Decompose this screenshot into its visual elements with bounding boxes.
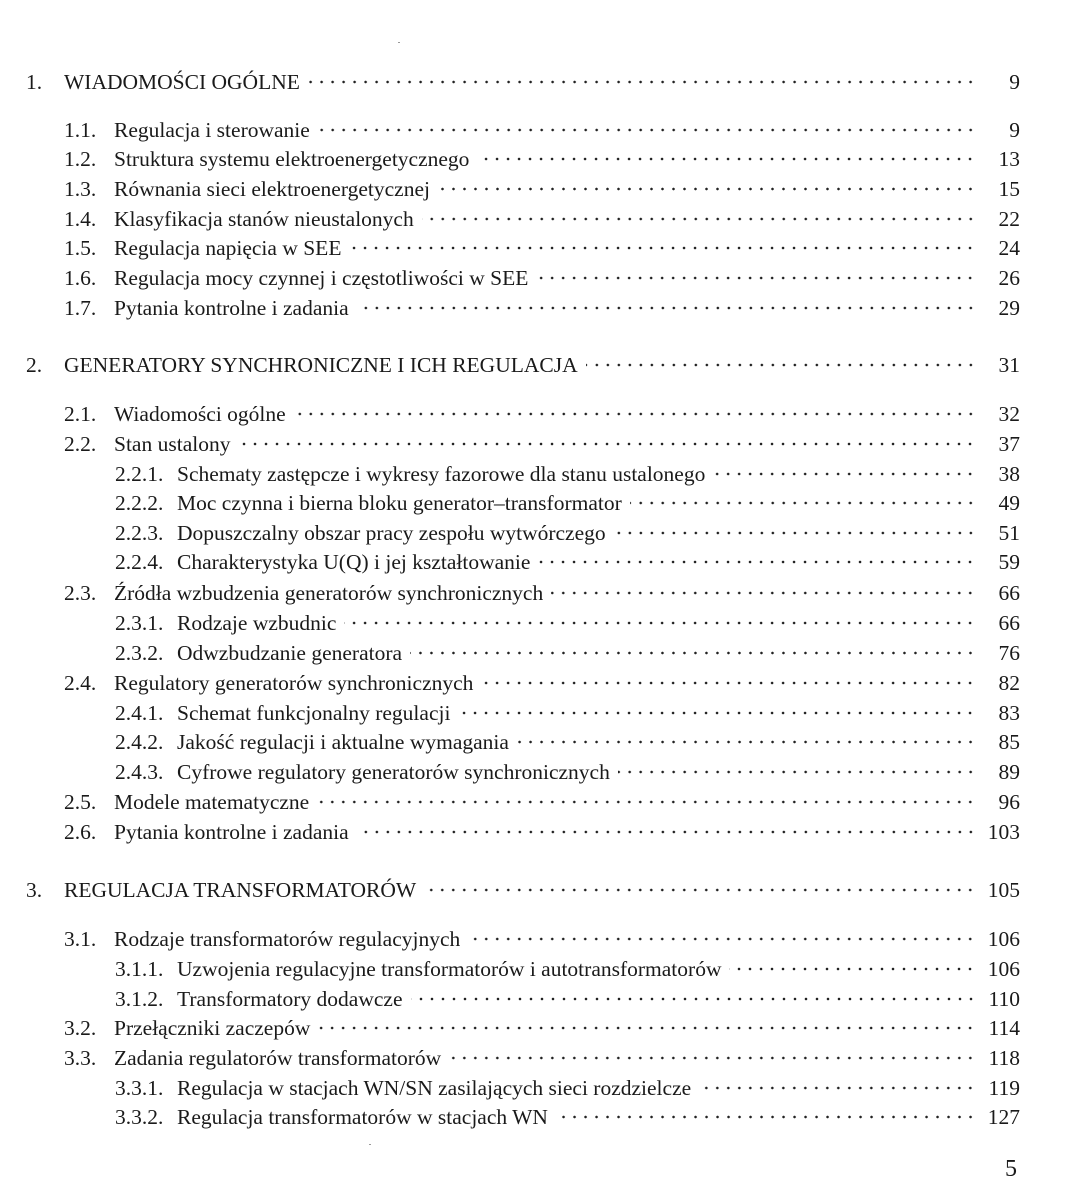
entry-title: Pytania kontrolne i zadania (114, 820, 349, 844)
dot-leader (729, 967, 976, 971)
dot-leader (357, 306, 976, 310)
entry-title: Odwzbudzanie generatora (177, 641, 403, 665)
toc-entry (64, 789, 1020, 815)
entry-page-number: 82 (998, 671, 1020, 695)
toc-entry (115, 1104, 1020, 1130)
entry-page-number: 76 (998, 641, 1020, 665)
toc-entry (64, 431, 1020, 457)
entry-page-number: 96 (998, 790, 1020, 814)
dot-leader (411, 997, 977, 1001)
dot-leader (424, 888, 976, 892)
entry-page-number: 83 (998, 701, 1020, 725)
entry-title: Rodzaje wzbudnic (177, 611, 337, 635)
toc-entry (64, 926, 1020, 952)
dot-leader (614, 531, 976, 535)
entry-page-number: 127 (987, 1105, 1020, 1129)
entry-page-number: 66 (998, 581, 1020, 605)
entry-page-number: 85 (998, 730, 1020, 754)
entry-page-number: 114 (988, 1016, 1020, 1040)
entry-title: Schemat funkcjonalny regulacji (177, 701, 451, 725)
toc-entry (64, 670, 1020, 696)
entry-number: 1.7. (64, 296, 97, 320)
toc-entry (115, 610, 1020, 636)
entry-title: Równania sieci elektroenergetycznej (114, 177, 430, 201)
entry-number: 3. (26, 878, 43, 902)
toc-entry (64, 1015, 1020, 1041)
toc-entry (115, 700, 1020, 726)
dot-leader (586, 363, 976, 367)
entry-title: Schematy zastępcze i wykresy fazorowe dla stanu ustalonego (177, 462, 706, 486)
entry-page-number: 118 (988, 1046, 1020, 1070)
dot-leader (477, 157, 976, 161)
entry-number: 2.6. (64, 820, 97, 844)
dot-leader (713, 472, 976, 476)
toc-entry (64, 580, 1020, 606)
entry-title: Regulacja i sterowanie (114, 118, 310, 142)
entry-number: 2.3.1. (115, 611, 164, 635)
dot-leader (318, 1026, 976, 1030)
toc-entry (64, 295, 1020, 321)
toc-entry (64, 235, 1020, 261)
entry-number: 3.1.2. (115, 987, 164, 1011)
entry-page-number: 49 (998, 491, 1020, 515)
dot-leader (308, 80, 976, 84)
dot-leader (344, 621, 976, 625)
toc-entry (115, 759, 1020, 785)
toc-entry (26, 352, 1020, 378)
entry-title: Dopuszczalny obszar pracy zespołu wytwórczego (177, 521, 606, 545)
dot-leader (349, 246, 976, 250)
dot-leader (318, 128, 976, 132)
toc-entry (115, 640, 1020, 666)
entry-title: Zadania regulatorów transformatorów (114, 1046, 442, 1070)
entry-number: 2.2.4. (115, 550, 164, 574)
toc-entry (115, 461, 1020, 487)
entry-page-number: 29 (998, 296, 1020, 320)
entry-title: Transformatory dodawcze (177, 987, 403, 1011)
toc-entry (115, 1075, 1020, 1101)
entry-number: 2. (26, 353, 43, 377)
entry-number: 3.3.1. (115, 1076, 164, 1100)
toc-entry (64, 146, 1020, 172)
entry-page-number: 59 (998, 550, 1020, 574)
entry-title: Uzwojenia regulacyjne transformatorów i autotransformatorów (177, 957, 722, 981)
entry-title: Źródła wzbudzenia generatorów synchronicznych (114, 581, 544, 605)
entry-page-number: 31 (998, 353, 1020, 377)
toc-entry (115, 986, 1020, 1012)
entry-title: Modele matematyczne (114, 790, 310, 814)
entry-title: Wiadomości ogólne (114, 402, 286, 426)
entry-number: 2.5. (64, 790, 97, 814)
toc-entry (115, 549, 1020, 575)
dot-leader (357, 830, 976, 834)
entry-page-number: 38 (998, 462, 1020, 486)
entry-page-number: 9 (1009, 118, 1020, 142)
scan-speck (369, 1144, 371, 1145)
entry-title: Regulatory generatorów synchronicznych (114, 671, 474, 695)
entry-number: 2.2.2. (115, 491, 164, 515)
entry-page-number: 106 (987, 927, 1020, 951)
entry-page-number: 32 (998, 402, 1020, 426)
entry-title: Pytania kontrolne i zadania (114, 296, 349, 320)
entry-number: 2.1. (64, 402, 97, 426)
entry-number: 1.4. (64, 207, 97, 231)
entry-number: 1.5. (64, 236, 97, 260)
toc-entry (26, 69, 1020, 95)
toc-entry (26, 877, 1020, 903)
entry-page-number: 66 (998, 611, 1020, 635)
entry-page-number: 103 (987, 820, 1020, 844)
entry-title: REGULACJA TRANSFORMATORÓW (64, 878, 417, 902)
dot-leader (699, 1086, 976, 1090)
entry-number: 1.1. (64, 118, 97, 142)
entry-title: Regulacja napięcia w SEE (114, 236, 342, 260)
entry-title: Charakterystyka U(Q) i jej kształtowanie (177, 550, 531, 574)
toc-entry (64, 401, 1020, 427)
dot-leader (551, 591, 976, 595)
entry-number: 2.3. (64, 581, 97, 605)
dot-leader (438, 187, 976, 191)
entry-title: Regulacja w stacjach WN/SN zasilających sieci rozdzielcze (177, 1076, 692, 1100)
toc-entry (115, 956, 1020, 982)
toc-entry (115, 729, 1020, 755)
dot-leader (517, 740, 976, 744)
entry-title: Stan ustalony (114, 432, 231, 456)
dot-leader (618, 770, 976, 774)
entry-page-number: 9 (1009, 70, 1020, 94)
entry-title: Klasyfikacja stanów nieustalonych (114, 207, 414, 231)
entry-page-number: 119 (988, 1076, 1020, 1100)
dot-leader (538, 560, 976, 564)
toc-entry (64, 265, 1020, 291)
dot-leader (238, 442, 976, 446)
dot-leader (422, 217, 976, 221)
entry-number: 1. (26, 70, 43, 94)
entry-number: 2.2. (64, 432, 97, 456)
entry-number: 2.4.1. (115, 701, 164, 725)
toc-entry (115, 520, 1020, 546)
entry-page-number: 24 (998, 236, 1020, 260)
entry-title: Struktura systemu elektroenergetycznego (114, 147, 470, 171)
dot-leader (468, 937, 976, 941)
entry-number: 3.3. (64, 1046, 97, 1070)
entry-number: 2.2.1. (115, 462, 164, 486)
dot-leader (481, 681, 976, 685)
toc-entry (64, 1045, 1020, 1071)
entry-page-number: 26 (998, 266, 1020, 290)
entry-number: 2.4.2. (115, 730, 164, 754)
entry-number: 3.1. (64, 927, 97, 951)
dot-leader (410, 651, 976, 655)
entry-page-number: 105 (987, 878, 1020, 902)
entry-number: 1.6. (64, 266, 97, 290)
entry-page-number: 106 (987, 957, 1020, 981)
dot-leader (294, 412, 976, 416)
entry-title: Jakość regulacji i aktualne wymagania (177, 730, 509, 754)
entry-number: 2.4. (64, 671, 97, 695)
page-number: 5 (1005, 1156, 1017, 1182)
entry-number: 2.3.2. (115, 641, 164, 665)
toc-entry (115, 490, 1020, 516)
entry-number: 1.3. (64, 177, 97, 201)
dot-leader (449, 1056, 976, 1060)
entry-number: 3.3.2. (115, 1105, 164, 1129)
entry-title: Moc czynna i bierna bloku generator–transformator (177, 491, 622, 515)
entry-title: Regulacja transformatorów w stacjach WN (177, 1105, 548, 1129)
entry-page-number: 13 (998, 147, 1020, 171)
entry-title: Regulacja mocy czynnej i częstotliwości w SEE (114, 266, 529, 290)
toc-entry (64, 819, 1020, 845)
entry-number: 3.2. (64, 1016, 97, 1040)
entry-page-number: 22 (998, 207, 1020, 231)
entry-number: 2.2.3. (115, 521, 164, 545)
scan-speck (398, 42, 400, 43)
toc-entry (64, 176, 1020, 202)
entry-number: 1.2. (64, 147, 97, 171)
entry-page-number: 89 (998, 760, 1020, 784)
dot-leader (458, 711, 976, 715)
entry-title: WIADOMOŚCI OGÓLNE (64, 70, 300, 94)
entry-title: GENERATORY SYNCHRONICZNE I ICH REGULACJA (64, 353, 578, 377)
dot-leader (317, 800, 976, 804)
toc-entry (64, 117, 1020, 143)
entry-page-number: 110 (988, 987, 1020, 1011)
entry-page-number: 15 (998, 177, 1020, 201)
entry-page-number: 37 (998, 432, 1020, 456)
entry-title: Rodzaje transformatorów regulacyjnych (114, 927, 461, 951)
entry-title: Przełączniki zaczepów (114, 1016, 311, 1040)
entry-number: 2.4.3. (115, 760, 164, 784)
entry-number: 3.1.1. (115, 957, 164, 981)
dot-leader (630, 501, 976, 505)
entry-page-number: 51 (998, 521, 1020, 545)
toc-entry (64, 206, 1020, 232)
dot-leader (536, 276, 976, 280)
dot-leader (556, 1115, 976, 1119)
entry-title: Cyfrowe regulatory generatorów synchronicznych (177, 760, 610, 784)
